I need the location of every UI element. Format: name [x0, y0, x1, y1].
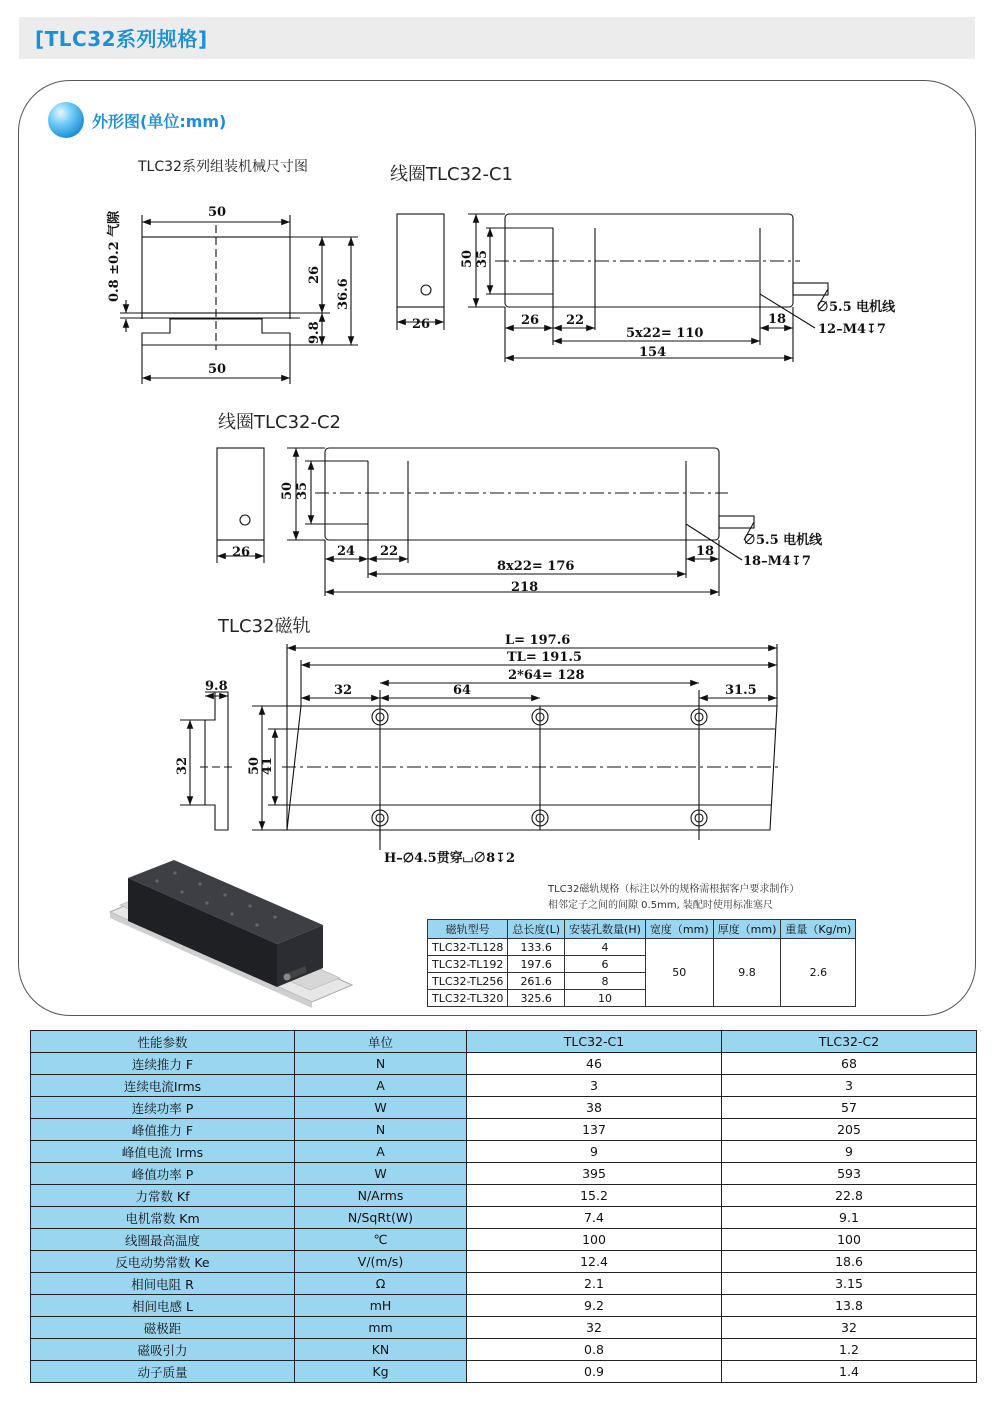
dim-text: 50	[460, 249, 475, 268]
table-cell: A	[295, 1075, 467, 1097]
dim-text: 64	[453, 683, 472, 698]
dim-text: 32	[175, 756, 190, 775]
dim-text: 154	[639, 345, 667, 360]
table-header: 单位	[295, 1031, 467, 1053]
table-row	[31, 1229, 977, 1251]
table-cell: 9	[467, 1141, 722, 1163]
table-cell: 2.6	[781, 939, 856, 1007]
table-row	[31, 1185, 977, 1207]
dim-text: 26	[521, 313, 540, 328]
dim-text: 26	[412, 317, 431, 332]
dim-text: 18–M4↧7	[743, 554, 811, 569]
dim-text: 50	[208, 205, 227, 220]
c2-drawing	[217, 448, 754, 596]
dim-text: 22	[566, 313, 585, 328]
table-cell: 22.8	[722, 1185, 977, 1207]
table-cell: 325.6	[508, 990, 565, 1007]
table-cell: 57	[722, 1097, 977, 1119]
table-cell: N	[295, 1053, 467, 1075]
table-cell: 峰值功率 P	[31, 1163, 295, 1185]
assembly-drawing	[120, 215, 358, 384]
table-row	[31, 1053, 977, 1075]
table-cell: mH	[295, 1295, 467, 1317]
rail-drawing	[180, 644, 782, 850]
table-cell: 261.6	[508, 973, 565, 990]
table-cell: 峰值电流 Irms	[31, 1141, 295, 1163]
table-cell: A	[295, 1141, 467, 1163]
table-header: 总长度(L)	[508, 920, 565, 939]
table-cell: 连续电流Irms	[31, 1075, 295, 1097]
table-cell: Ω	[295, 1273, 467, 1295]
table-row	[31, 1075, 977, 1097]
table-row	[31, 1119, 977, 1141]
table-row	[31, 1141, 977, 1163]
table-cell: 395	[467, 1163, 722, 1185]
table-cell: 15.2	[467, 1185, 722, 1207]
dim-text: 32	[334, 683, 353, 698]
c2-title: 线圈TLC32-C2	[218, 412, 342, 433]
table-cell: 相间电阻 R	[31, 1273, 295, 1295]
table-header: 磁轨型号	[428, 920, 508, 939]
table-cell: 10	[565, 990, 646, 1007]
table-row	[31, 1097, 977, 1119]
table-cell: N/Arms	[295, 1185, 467, 1207]
table-cell: 9.1	[722, 1207, 977, 1229]
table-cell: 峰值推力 F	[31, 1119, 295, 1141]
dim-text: 26	[232, 545, 251, 560]
table-cell: 18.6	[722, 1251, 977, 1273]
table-cell: N	[295, 1119, 467, 1141]
table-cell: 68	[722, 1053, 977, 1075]
dim-text: 18	[696, 544, 715, 559]
dim-text: ∅5.5 电机线	[816, 300, 896, 315]
dim-text: 50	[280, 481, 295, 500]
table-row	[31, 1207, 977, 1229]
table-cell: W	[295, 1097, 467, 1119]
table-cell: 7.4	[467, 1207, 722, 1229]
table-cell: 1.4	[722, 1361, 977, 1383]
table-cell: 13.8	[722, 1295, 977, 1317]
table-row	[31, 1339, 977, 1361]
table-cell: 8	[565, 973, 646, 990]
dim-text: 9.8	[307, 321, 322, 344]
table-cell: TLC32-TL192	[428, 956, 508, 973]
table-cell: 连续推力 F	[31, 1053, 295, 1075]
table-cell: 50	[645, 939, 713, 1007]
table-cell: 38	[467, 1097, 722, 1119]
dim-text: 9.8	[205, 679, 228, 694]
dim-text: 2*64= 128	[508, 668, 585, 683]
dim-text: 0.8 ±0.2 气隙	[107, 210, 122, 302]
table-row	[31, 1163, 977, 1185]
table-cell: 32	[467, 1317, 722, 1339]
table-cell: TLC32-TL320	[428, 990, 508, 1007]
table-cell: TLC32-TL256	[428, 973, 508, 990]
table-header: 宽度（mm)	[645, 920, 713, 939]
table-cell: 6	[565, 956, 646, 973]
table-row	[31, 1031, 977, 1053]
table-cell: mm	[295, 1317, 467, 1339]
table-cell: 连续功率 P	[31, 1097, 295, 1119]
rail-title: TLC32磁轨	[218, 616, 311, 637]
table-cell: ℃	[295, 1229, 467, 1251]
table-cell: V/(m/s)	[295, 1251, 467, 1273]
table-cell: 197.6	[508, 956, 565, 973]
table-row	[428, 920, 856, 939]
table-cell: 12.4	[467, 1251, 722, 1273]
dim-text: 12–M4↧7	[818, 322, 886, 337]
rail-spec-note-2: 相邻定子之间的间隙 0.5mm, 装配时使用标准塞尺	[548, 900, 773, 911]
dim-text: 24	[337, 544, 356, 559]
table-header: TLC32-C1	[467, 1031, 722, 1053]
table-cell: 46	[467, 1053, 722, 1075]
table-cell: 1.2	[722, 1339, 977, 1361]
dim-text: L= 197.6	[505, 633, 571, 648]
dim-text: 50	[247, 756, 262, 775]
dim-text: 26	[307, 265, 322, 284]
dim-text: ∅5.5 电机线	[743, 533, 823, 548]
table-cell: 0.8	[467, 1339, 722, 1361]
table-row	[31, 1317, 977, 1339]
c1-title: 线圈TLC32-C1	[390, 164, 514, 185]
table-cell: 0.9	[467, 1361, 722, 1383]
table-row	[31, 1361, 977, 1383]
table-header: 重量（Kg/m)	[781, 920, 856, 939]
table-cell: 电机常数 Km	[31, 1207, 295, 1229]
table-row	[31, 1251, 977, 1273]
table-header: 性能参数	[31, 1031, 295, 1053]
c1-drawing	[397, 214, 828, 362]
page-title: [TLC32系列规格]	[35, 27, 208, 51]
table-cell: 100	[467, 1229, 722, 1251]
table-row	[428, 939, 856, 956]
dim-text: 31.5	[725, 683, 757, 698]
table-cell: 9.8	[713, 939, 781, 1007]
table-header: TLC32-C2	[722, 1031, 977, 1053]
dim-text: TL= 191.5	[507, 650, 582, 665]
table-cell: 3	[467, 1075, 722, 1097]
dim-text: 8x22= 176	[497, 559, 575, 574]
table-cell: 2.1	[467, 1273, 722, 1295]
table-cell: Kg	[295, 1361, 467, 1383]
table-cell: 磁吸引力	[31, 1339, 295, 1361]
dim-text: 36.6	[336, 278, 351, 310]
table-cell: N/SqRt(W)	[295, 1207, 467, 1229]
dim-text: 18	[768, 312, 787, 327]
table-cell: 593	[722, 1163, 977, 1185]
table-row	[31, 1273, 977, 1295]
table-cell: 动子质量	[31, 1361, 295, 1383]
table-cell: 磁极距	[31, 1317, 295, 1339]
table-cell: 4	[565, 939, 646, 956]
table-cell: 反电动势常数 Ke	[31, 1251, 295, 1273]
table-cell: 205	[722, 1119, 977, 1141]
dim-text: 35	[475, 249, 490, 268]
table-cell: 3	[722, 1075, 977, 1097]
table-cell: 100	[722, 1229, 977, 1251]
table-cell: W	[295, 1163, 467, 1185]
product-render	[110, 860, 352, 1008]
dim-text: H–∅4.5贯穿⌴∅8↧2	[384, 851, 516, 866]
table-header: 安装孔数量(H)	[565, 920, 646, 939]
table-header: 厚度（mm)	[713, 920, 781, 939]
table-cell: KN	[295, 1339, 467, 1361]
dim-text: 22	[380, 544, 399, 559]
table-cell: 133.6	[508, 939, 565, 956]
performance-table	[30, 1030, 977, 1383]
rail-spec-table	[427, 919, 856, 1007]
table-row	[31, 1295, 977, 1317]
dim-text: 50	[208, 362, 227, 377]
dim-text: 5x22= 110	[626, 326, 704, 341]
section-title: 外形图(单位:mm)	[92, 112, 227, 131]
table-cell: 9	[722, 1141, 977, 1163]
rail-spec-note-1: TLC32磁轨规格（标注以外的规格需根据客户要求制作）	[548, 884, 800, 895]
table-cell: 相间电感 L	[31, 1295, 295, 1317]
table-cell: 137	[467, 1119, 722, 1141]
table-cell: 线圈最高温度	[31, 1229, 295, 1251]
dim-text: 35	[295, 481, 310, 500]
table-cell: 32	[722, 1317, 977, 1339]
assembly-title: TLC32系列组装机械尺寸图	[138, 159, 308, 175]
table-cell: 3.15	[722, 1273, 977, 1295]
dim-text: 41	[260, 756, 275, 775]
table-cell: 9.2	[467, 1295, 722, 1317]
dim-text: 218	[511, 580, 539, 595]
table-cell: TLC32-TL128	[428, 939, 508, 956]
table-cell: 力常数 Kf	[31, 1185, 295, 1207]
